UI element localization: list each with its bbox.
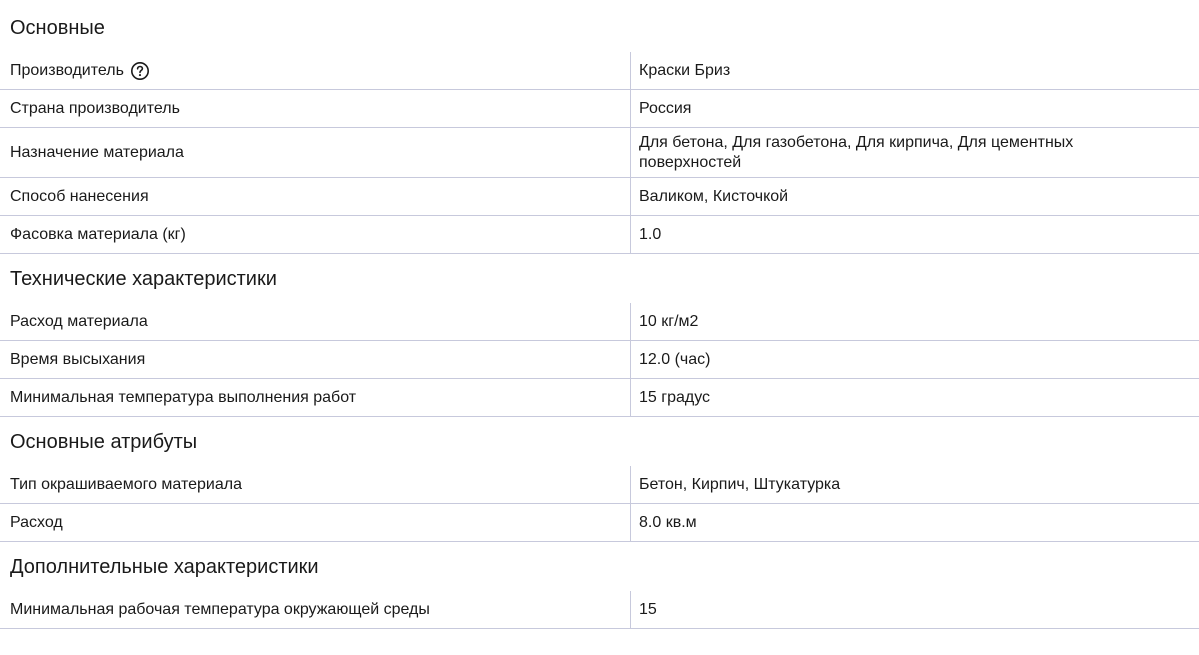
question-circle-icon[interactable] [130,61,150,81]
spec-row-packaging [0,216,1199,254]
spec-value: Для бетона, Для газобетона, Для кирпича, Для цементных поверхностей [630,128,1199,177]
spec-label: Минимальная рабочая температура окружающей среды [10,600,430,618]
section-title: Основные атрибуты [10,431,198,453]
spec-row-purpose [0,128,1199,178]
spec-value: Валиком, Кисточкой [630,178,1199,215]
section-title: Дополнительные характеристики [10,556,319,578]
spec-label [0,52,630,89]
spec-label: Расход материала [10,312,148,330]
spec-value: Краски Бриз [630,52,1199,89]
section-title: Технические характеристики [10,268,277,290]
spec-value: 15 [630,591,1199,628]
spec-row-material-type [0,466,1199,504]
spec-value: 8.0 кв.м [630,504,1199,541]
spec-label: Расход [10,513,63,531]
spec-label: Фасовка материала (кг) [10,225,186,243]
spec-row-drying-time [0,341,1199,379]
spec-value: 10 кг/м2 [630,303,1199,340]
spec-row-min-work-temp [0,379,1199,417]
spec-row-manufacturer [0,52,1199,90]
spec-value: Бетон, Кирпич, Штукатурка [630,466,1199,503]
spec-row-min-ambient-temp [0,591,1199,629]
spec-label: Время высыхания [10,350,146,368]
spec-row-coverage [0,504,1199,542]
section-additional [0,554,1199,629]
spec-label: Назначение материала [10,143,184,161]
spec-label-text: Производитель [10,61,124,79]
spec-label: Минимальная температура выполнения работ [10,388,357,406]
spec-row-application [0,178,1199,216]
spec-value: 1.0 [630,216,1199,253]
section-attributes [0,429,1199,542]
spec-row-consumption [0,303,1199,341]
spec-value: Россия [630,90,1199,127]
section-technical [0,266,1199,417]
spec-row-country [0,90,1199,128]
spec-value: 12.0 (час) [630,341,1199,378]
spec-label: Способ нанесения [10,187,149,205]
spec-label: Страна производитель [10,99,180,117]
spec-value: 15 градус [630,379,1199,416]
spec-label: Тип окрашиваемого материала [10,475,242,493]
section-title: Основные [10,17,105,39]
section-main [0,15,1199,254]
